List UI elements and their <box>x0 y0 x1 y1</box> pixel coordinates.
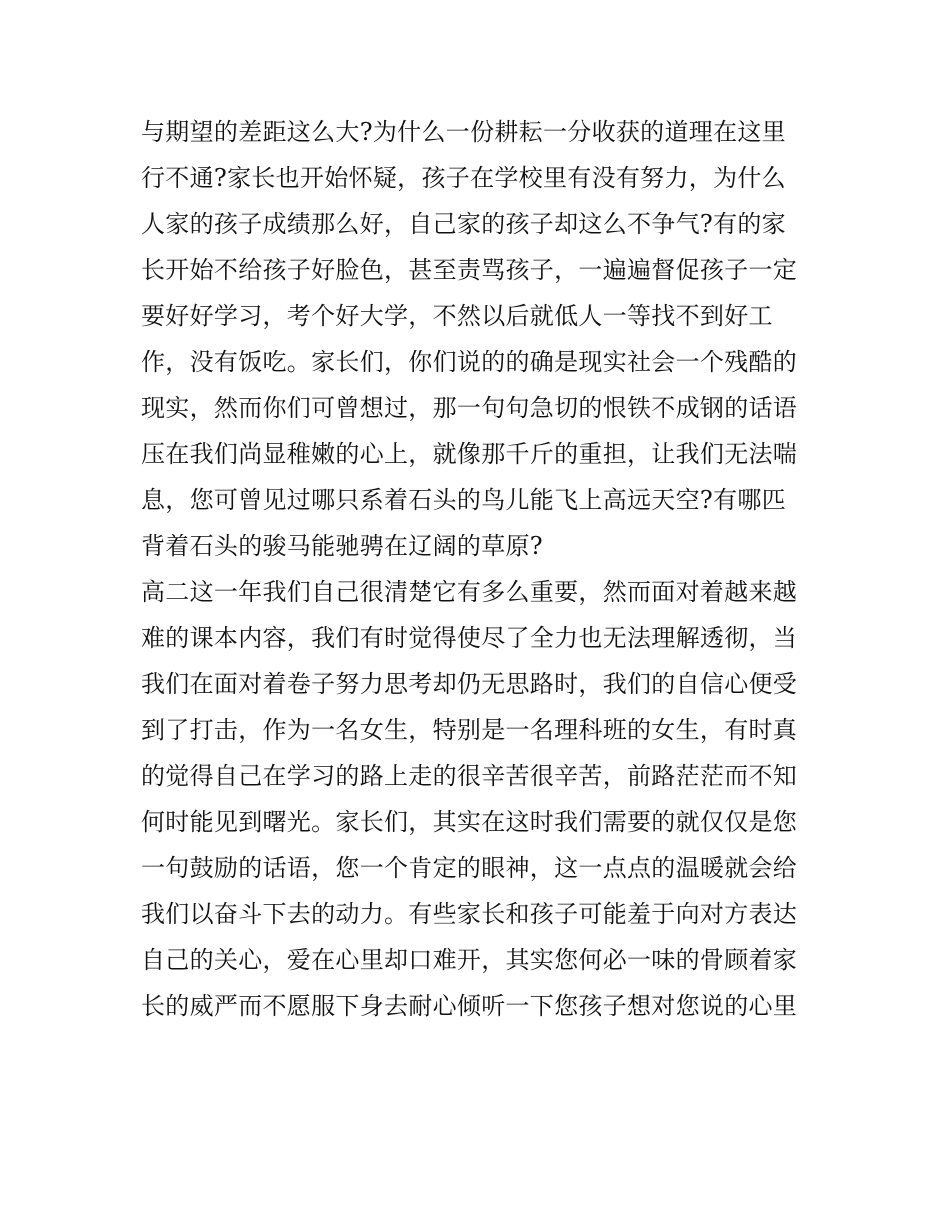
text-line: 我们在面对着卷子努力思考却仍无思路时，我们的自信心便受 <box>141 670 798 698</box>
text-line: 到了打击，作为一名女生，特别是一名理科班的女生，有时真 <box>141 716 798 744</box>
text-line: 压在我们尚显稚嫩的心上，就像那千斤的重担，让我们无法喘 <box>141 440 798 468</box>
text-line: 何时能见到曙光。家长们，其实在这时我们需要的就仅仅是您 <box>141 808 798 836</box>
text-line: 息，您可曾见过哪只系着石头的鸟儿能飞上高远天空?有哪匹 <box>141 486 786 514</box>
text-line: 长开始不给孩子好脸色，甚至责骂孩子，一遍遍督促孩子一定 <box>141 256 798 284</box>
text-line: 人家的孩子成绩那么好，自己家的孩子却这么不争气?有的家 <box>141 210 786 238</box>
text-line: 背着石头的骏马能驰骋在辽阔的草原? <box>141 532 543 560</box>
text-line: 一句鼓励的话语，您一个肯定的眼神，这一点点的温暖就会给 <box>141 854 798 882</box>
body-text <box>141 109 811 1029</box>
text-line: 的觉得自己在学习的路上走的很辛苦很辛苦，前路茫茫而不知 <box>141 762 798 790</box>
text-line: 要好好学习，考个好大学，不然以后就低人一等找不到好工 <box>141 302 773 330</box>
text-line: 难的课本内容，我们有时觉得使尽了全力也无法理解透彻，当 <box>141 624 798 652</box>
text-line: 高二这一年我们自己很清楚它有多么重要，然而面对着越来越 <box>141 578 798 606</box>
text-line: 与期望的差距这么大?为什么一份耕耘一分收获的道理在这里 <box>141 118 786 146</box>
text-line: 我们以奋斗下去的动力。有些家长和孩子可能羞于向对方表达 <box>141 900 798 928</box>
text-line: 自己的关心，爱在心里却口难开，其实您何必一味的骨顾着家 <box>141 946 798 974</box>
text-line: 行不通?家长也开始怀疑，孩子在学校里有没有努力，为什么 <box>141 164 786 192</box>
text-line: 现实，然而你们可曾想过，那一句句急切的恨铁不成钢的话语 <box>141 394 798 422</box>
text-line: 作，没有饭吃。家长们，你们说的的确是现实社会一个残酷的 <box>141 348 798 376</box>
text-line: 长的威严而不愿服下身去耐心倾听一下您孩子想对您说的心里 <box>141 992 798 1020</box>
